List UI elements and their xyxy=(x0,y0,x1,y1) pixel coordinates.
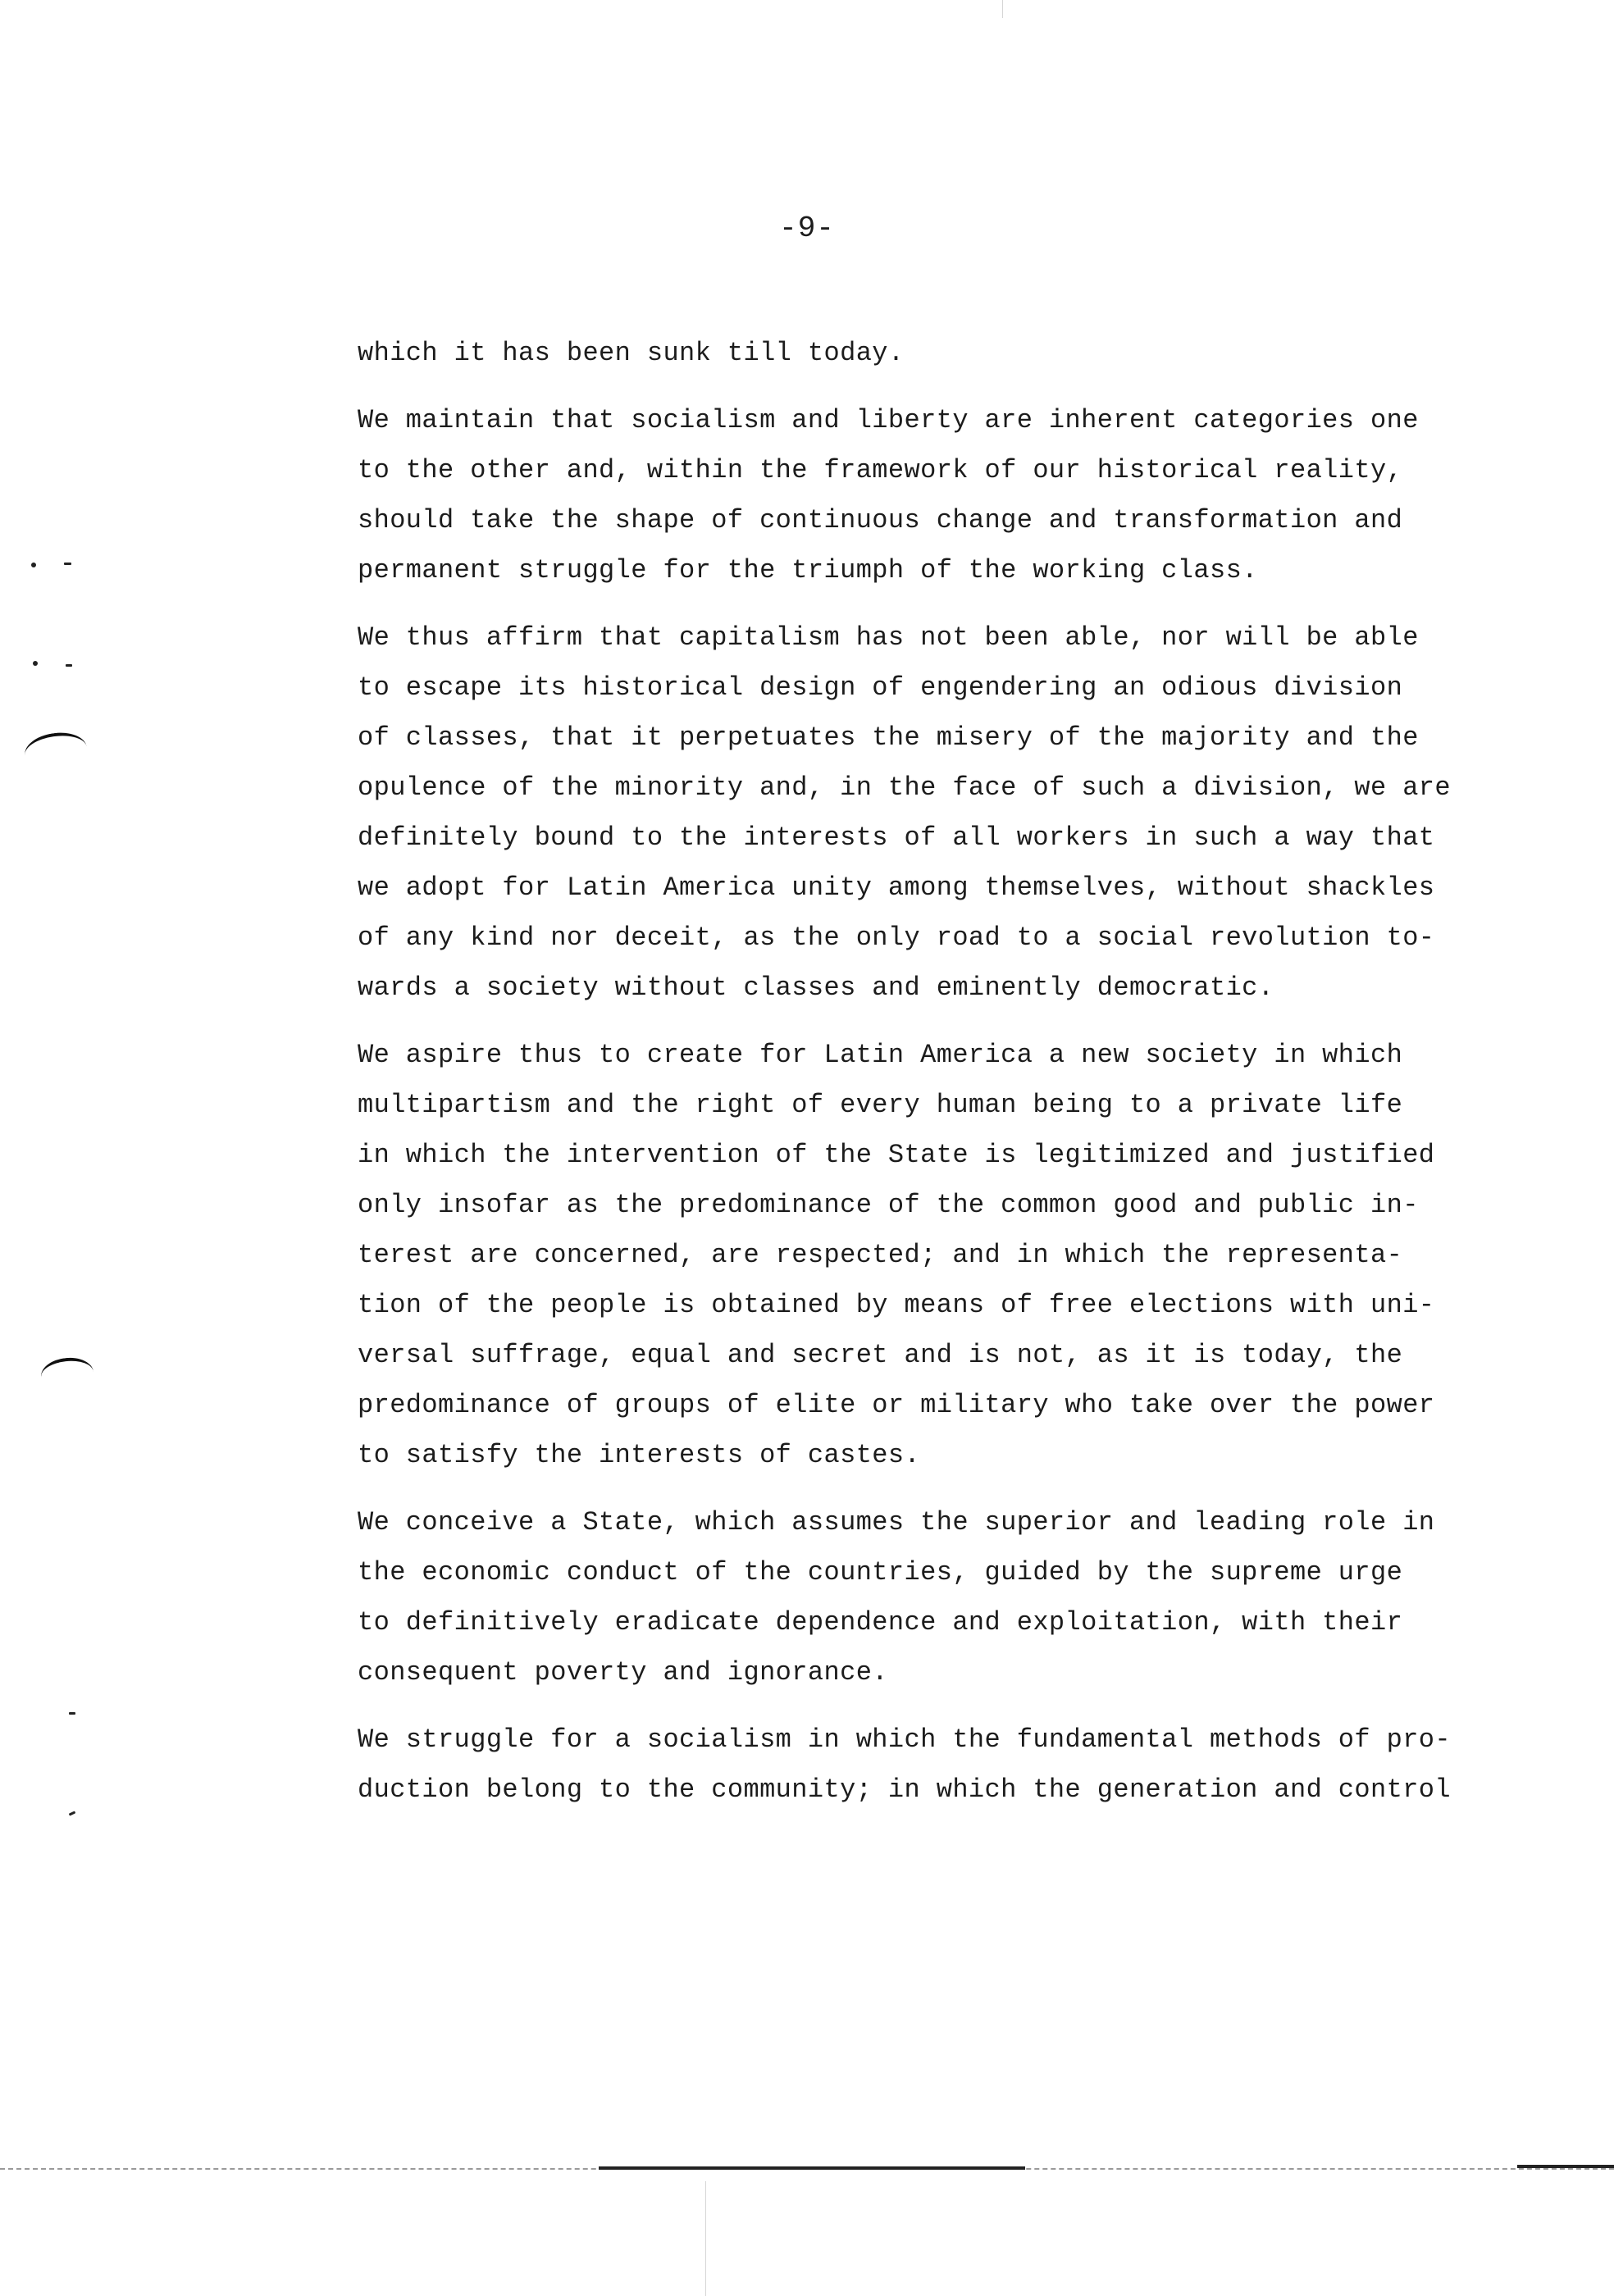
text-line: opulence of the minority and, in the face of such a division, we are xyxy=(358,772,1452,803)
binding-hole-arc xyxy=(22,729,89,773)
text-line: multipartism and the right of every human being to a private life xyxy=(358,1090,1403,1120)
text-line: we adopt for Latin America unity among themselves, without shackles xyxy=(358,872,1435,903)
margin-dash xyxy=(69,1811,76,1815)
text-line: the economic conduct of the countries, guided by the supreme urge xyxy=(358,1557,1403,1588)
text-line: of any kind nor deceit, as the only road to a social revolution to- xyxy=(358,922,1435,953)
text-line: in which the intervention of the State is legitimized and justified xyxy=(358,1140,1435,1170)
text-line: We struggle for a socialism in which the fundamental methods of pro- xyxy=(358,1724,1452,1755)
text-line: only insofar as the predominance of the common good and public in- xyxy=(358,1190,1419,1220)
scan-edge-mark xyxy=(1002,0,1003,18)
text-line: definitely bound to the interests of all workers in such a way that xyxy=(358,822,1435,853)
text-line: consequent poverty and ignorance. xyxy=(358,1657,888,1688)
text-line: versal suffrage, equal and secret and is not, as it is today, the xyxy=(358,1340,1403,1370)
margin-dash xyxy=(66,664,72,667)
document-body xyxy=(358,328,1522,1832)
margin-dash xyxy=(69,1712,75,1715)
paragraph xyxy=(358,613,1522,1013)
bottom-rule xyxy=(599,2166,1025,2170)
scan-edge-mark xyxy=(705,2181,706,2296)
text-line: to definitively eradicate dependence and exploitation, with their xyxy=(358,1607,1403,1638)
text-line: We conceive a State, which assumes the superior and leading role in xyxy=(358,1507,1435,1538)
binding-hole-arc xyxy=(39,1355,95,1393)
margin-dot xyxy=(31,563,36,567)
text-line: to the other and, within the framework of our historical reality, xyxy=(358,455,1403,485)
text-line: to escape its historical design of engendering an odious division xyxy=(358,672,1403,703)
text-line: to satisfy the interests of castes. xyxy=(358,1440,921,1470)
text-line: We thus affirm that capitalism has not been able, nor will be able xyxy=(358,622,1419,653)
text-line: terest are concerned, are respected; and in which the representa- xyxy=(358,1240,1403,1270)
margin-dot xyxy=(33,661,38,666)
text-line: wards a society without classes and eminently democratic. xyxy=(358,973,1274,1003)
text-line: We aspire thus to create for Latin America a new society in which xyxy=(358,1040,1403,1070)
margin-dash xyxy=(64,563,71,565)
text-line: tion of the people is obtained by means of free elections with uni- xyxy=(358,1290,1435,1320)
text-line: We maintain that socialism and liberty are inherent categories one xyxy=(358,405,1419,435)
paragraph xyxy=(358,328,1522,378)
text-line: predominance of groups of elite or military who take over the power xyxy=(358,1390,1435,1420)
paragraph xyxy=(358,1497,1522,1697)
text-line: of classes, that it perpetuates the misery of the majority and the xyxy=(358,722,1419,753)
paragraph xyxy=(358,395,1522,595)
text-line: which it has been sunk till today. xyxy=(358,338,905,368)
paragraph xyxy=(358,1030,1522,1480)
paragraph xyxy=(358,1715,1522,1815)
page-number: -9- xyxy=(779,212,835,245)
text-line: should take the shape of continuous change and transformation and xyxy=(358,505,1403,535)
text-line: duction belong to the community; in which the generation and control xyxy=(358,1774,1452,1805)
text-line: permanent struggle for the triumph of the working class. xyxy=(358,555,1258,585)
bottom-rule-right xyxy=(1517,2165,1614,2168)
